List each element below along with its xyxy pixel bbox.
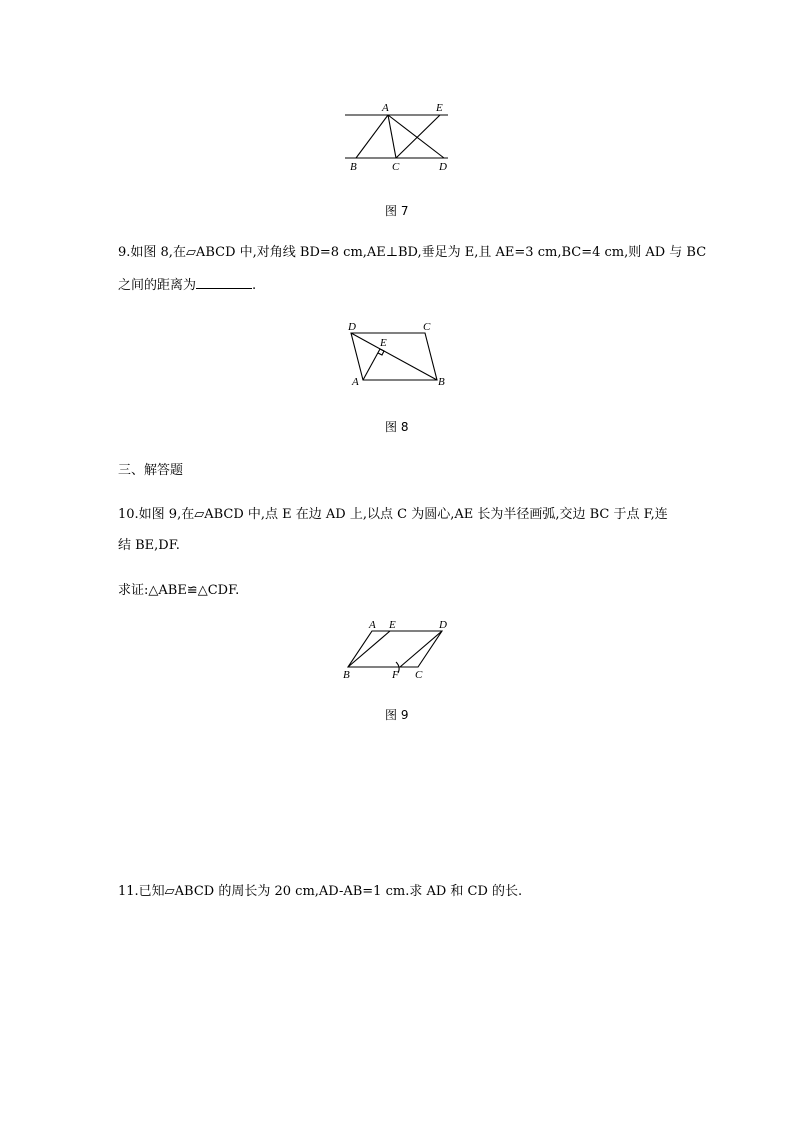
label-A: A [352,376,359,388]
label-E: E [436,102,443,114]
label-B: B [438,376,445,388]
section-title: 三、解答题 [118,463,184,478]
answer-blank [196,275,252,289]
question-9-text: 之间的距离为 [118,278,197,293]
diagonal-BD [351,333,437,380]
question-9-line-1: 9.如图 8,在▱ABCD 中,对角线 BD=8 cm,AE⊥BD,垂足为 E,且 AE=3 cm,BC=4 cm,则 AD 与 BC [118,245,707,260]
label-A: A [382,102,389,114]
label-C: C [423,321,431,333]
parallelogram-ABCD [348,631,442,667]
figure-8-caption: 图 8 [385,420,409,434]
label-D: D [439,161,447,173]
question-10-line-1: 10.如图 9,在▱ABCD 中,点 E 在边 AD 上,以点 C 为圆心,AE 长为半径画弧,交边 BC 于点 F,连 [118,507,668,522]
label-B: B [343,669,350,681]
label-C: C [415,669,423,681]
question-9-line-2 [118,275,256,296]
segment-AC [388,115,396,158]
question-9-period: . [252,278,257,293]
label-D: D [348,321,356,333]
figure-9-caption: 图 9 [385,708,409,722]
question-11: 11.已知▱ABCD 的周长为 20 cm,AD-AB=1 cm.求 AD 和 CD 的长. [118,884,523,899]
question-10-line-2: 结 BE,DF. [118,538,180,553]
label-C: C [392,161,400,173]
segment-AE [363,349,380,380]
question-10-prove: 求证:△ABE≌△CDF. [118,583,240,598]
label-A: A [369,619,376,631]
label-D: D [439,619,447,631]
segment-AD [388,115,444,158]
figure-8-diagram [340,318,455,390]
label-E: E [389,619,396,631]
segment-EC [396,115,440,158]
figure-9-diagram [338,617,458,681]
figure-7-caption: 图 7 [385,204,409,218]
label-B: B [350,161,357,173]
segment-AB [356,115,388,158]
label-F: F [392,669,399,681]
figure-7-diagram [335,100,460,178]
label-E: E [380,337,387,349]
